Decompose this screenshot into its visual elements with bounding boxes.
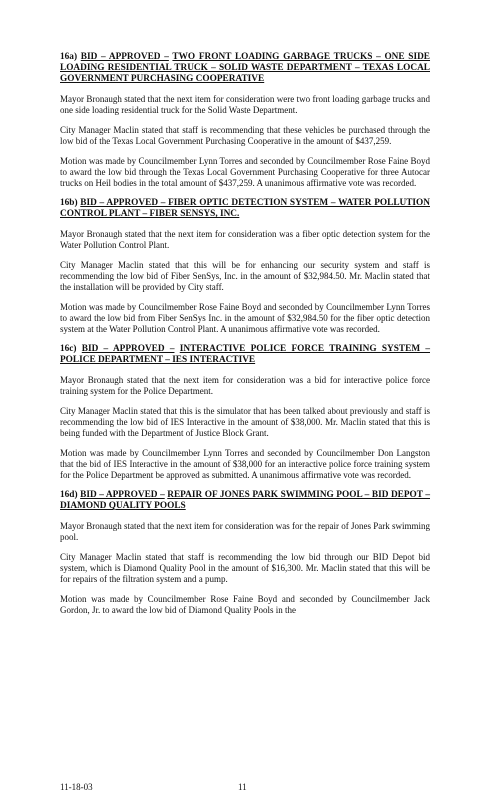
- section-heading-lead: BID – APPROVED –: [80, 490, 165, 500]
- sections-container: [60, 52, 430, 616]
- section-heading-lead: BID – APPROVED – FIBER OPTIC DETECTION SYSTEM – WATER POLLUTION CONTROL PLANT – FIBER SENSYS, INC.: [60, 198, 430, 219]
- paragraph: Motion was made by Councilmember Rose Faine Boyd and seconded by Councilmember Lynn Torres to award the low bid from Fiber SenSys Inc. in the amount of $32,984.50 for the fiber optic detection system at the Water Pollution Control Plant. A unanimous affirmative vote was recorded.: [60, 302, 430, 334]
- paragraph: Mayor Bronaugh stated that the next item for consideration was for the repair of Jones Park swimming pool.: [60, 521, 430, 542]
- section-heading: [60, 52, 430, 85]
- paragraph: City Manager Maclin stated that this is the simulator that has been talked about previously and staff is recommending the low bid of IES Interactive in the amount of $38,000. Mr. Maclin stated that this is being funded with the Department of Justice Block Grant.: [60, 406, 430, 438]
- section-number: 16b): [60, 198, 78, 208]
- section-number: 16d): [60, 490, 78, 500]
- section-heading-lead: BID – APPROVED –: [80, 52, 169, 62]
- paragraph: City Manager Maclin stated that this will be for enhancing our security system and staff is recommending the low bid of Fiber SenSys, Inc. in the amount of $32,984.50. Mr. Maclin stated that the installation will be provided by City staff.: [60, 260, 430, 292]
- paragraph: Motion was made by Councilmember Lynn Torres and seconded by Councilmember Rose Faine Boyd to award the low bid through the Texas Local Government Purchasing Cooperative for three Autocar trucks on Heil bodies in the total amount of $437,259. A unanimous affirmative vote was recorded.: [60, 156, 430, 188]
- paragraph: City Manager Maclin stated that staff is recommending that these vehicles be purchased through the low bid of the Texas Local Government Purchasing Cooperative in the amount of $437,259.: [60, 125, 430, 146]
- section-heading-subject: INTERACTIVE POLICE FORCE TRAINING SYSTEM – POLICE DEPARTMENT – IES INTERACTIVE: [60, 344, 430, 365]
- section-heading-subject: TWO FRONT LOADING GARBAGE TRUCKS – ONE SIDE LOADING RESIDENTIAL TRUCK – SOLID WASTE DEPARTMENT – TEXAS LOCAL GOVERNMENT PURCHASING COOPERATIVE: [60, 52, 431, 84]
- section-heading: [60, 490, 430, 512]
- paragraph: Motion was made by Councilmember Rose Faine Boyd and seconded by Councilmember Jack Gordon, Jr. to award the low bid of Diamond Quality Pools in the: [60, 594, 430, 615]
- document-page: [60, 52, 430, 625]
- footer-date: 11-18-03: [60, 782, 93, 792]
- paragraph: City Manager Maclin stated that staff is recommending the low bid through our BID Depot bid system, which is Diamond Quality Pool in the amount of $16,300. Mr. Maclin stated that this will be for repairs of the filtration system and a pump.: [60, 552, 430, 584]
- paragraph: Mayor Bronaugh stated that the next item for consideration was a fiber optic detection system for the Water Pollution Control Plant.: [60, 229, 430, 250]
- section-heading-subject: REPAIR OF JONES PARK SWIMMING POOL – BID DEPOT – DIAMOND QUALITY POOLS: [60, 490, 430, 511]
- section-number: 16a): [60, 52, 78, 62]
- section-heading: [60, 344, 430, 366]
- paragraph: Motion was made by Councilmember Lynn Torres and seconded by Councilmember Don Langston that the bid of IES Interactive in the amount of $38,000 for an interactive police force training system for the Police Department be approved as submitted. A unanimous affirmative vote was recorded.: [60, 448, 430, 480]
- paragraph: Mayor Bronaugh stated that the next item for consideration was a bid for interactive police force training system for the Police Department.: [60, 375, 430, 396]
- section-number: 16c): [60, 344, 77, 354]
- paragraph: Mayor Bronaugh stated that the next item for consideration were two front loading garbage trucks and one side loading residential truck for the Solid Waste Department.: [60, 94, 430, 115]
- section-heading: [60, 198, 430, 220]
- section-heading-lead: BID – APPROVED –: [81, 344, 175, 354]
- footer-page-number: 11: [238, 782, 247, 792]
